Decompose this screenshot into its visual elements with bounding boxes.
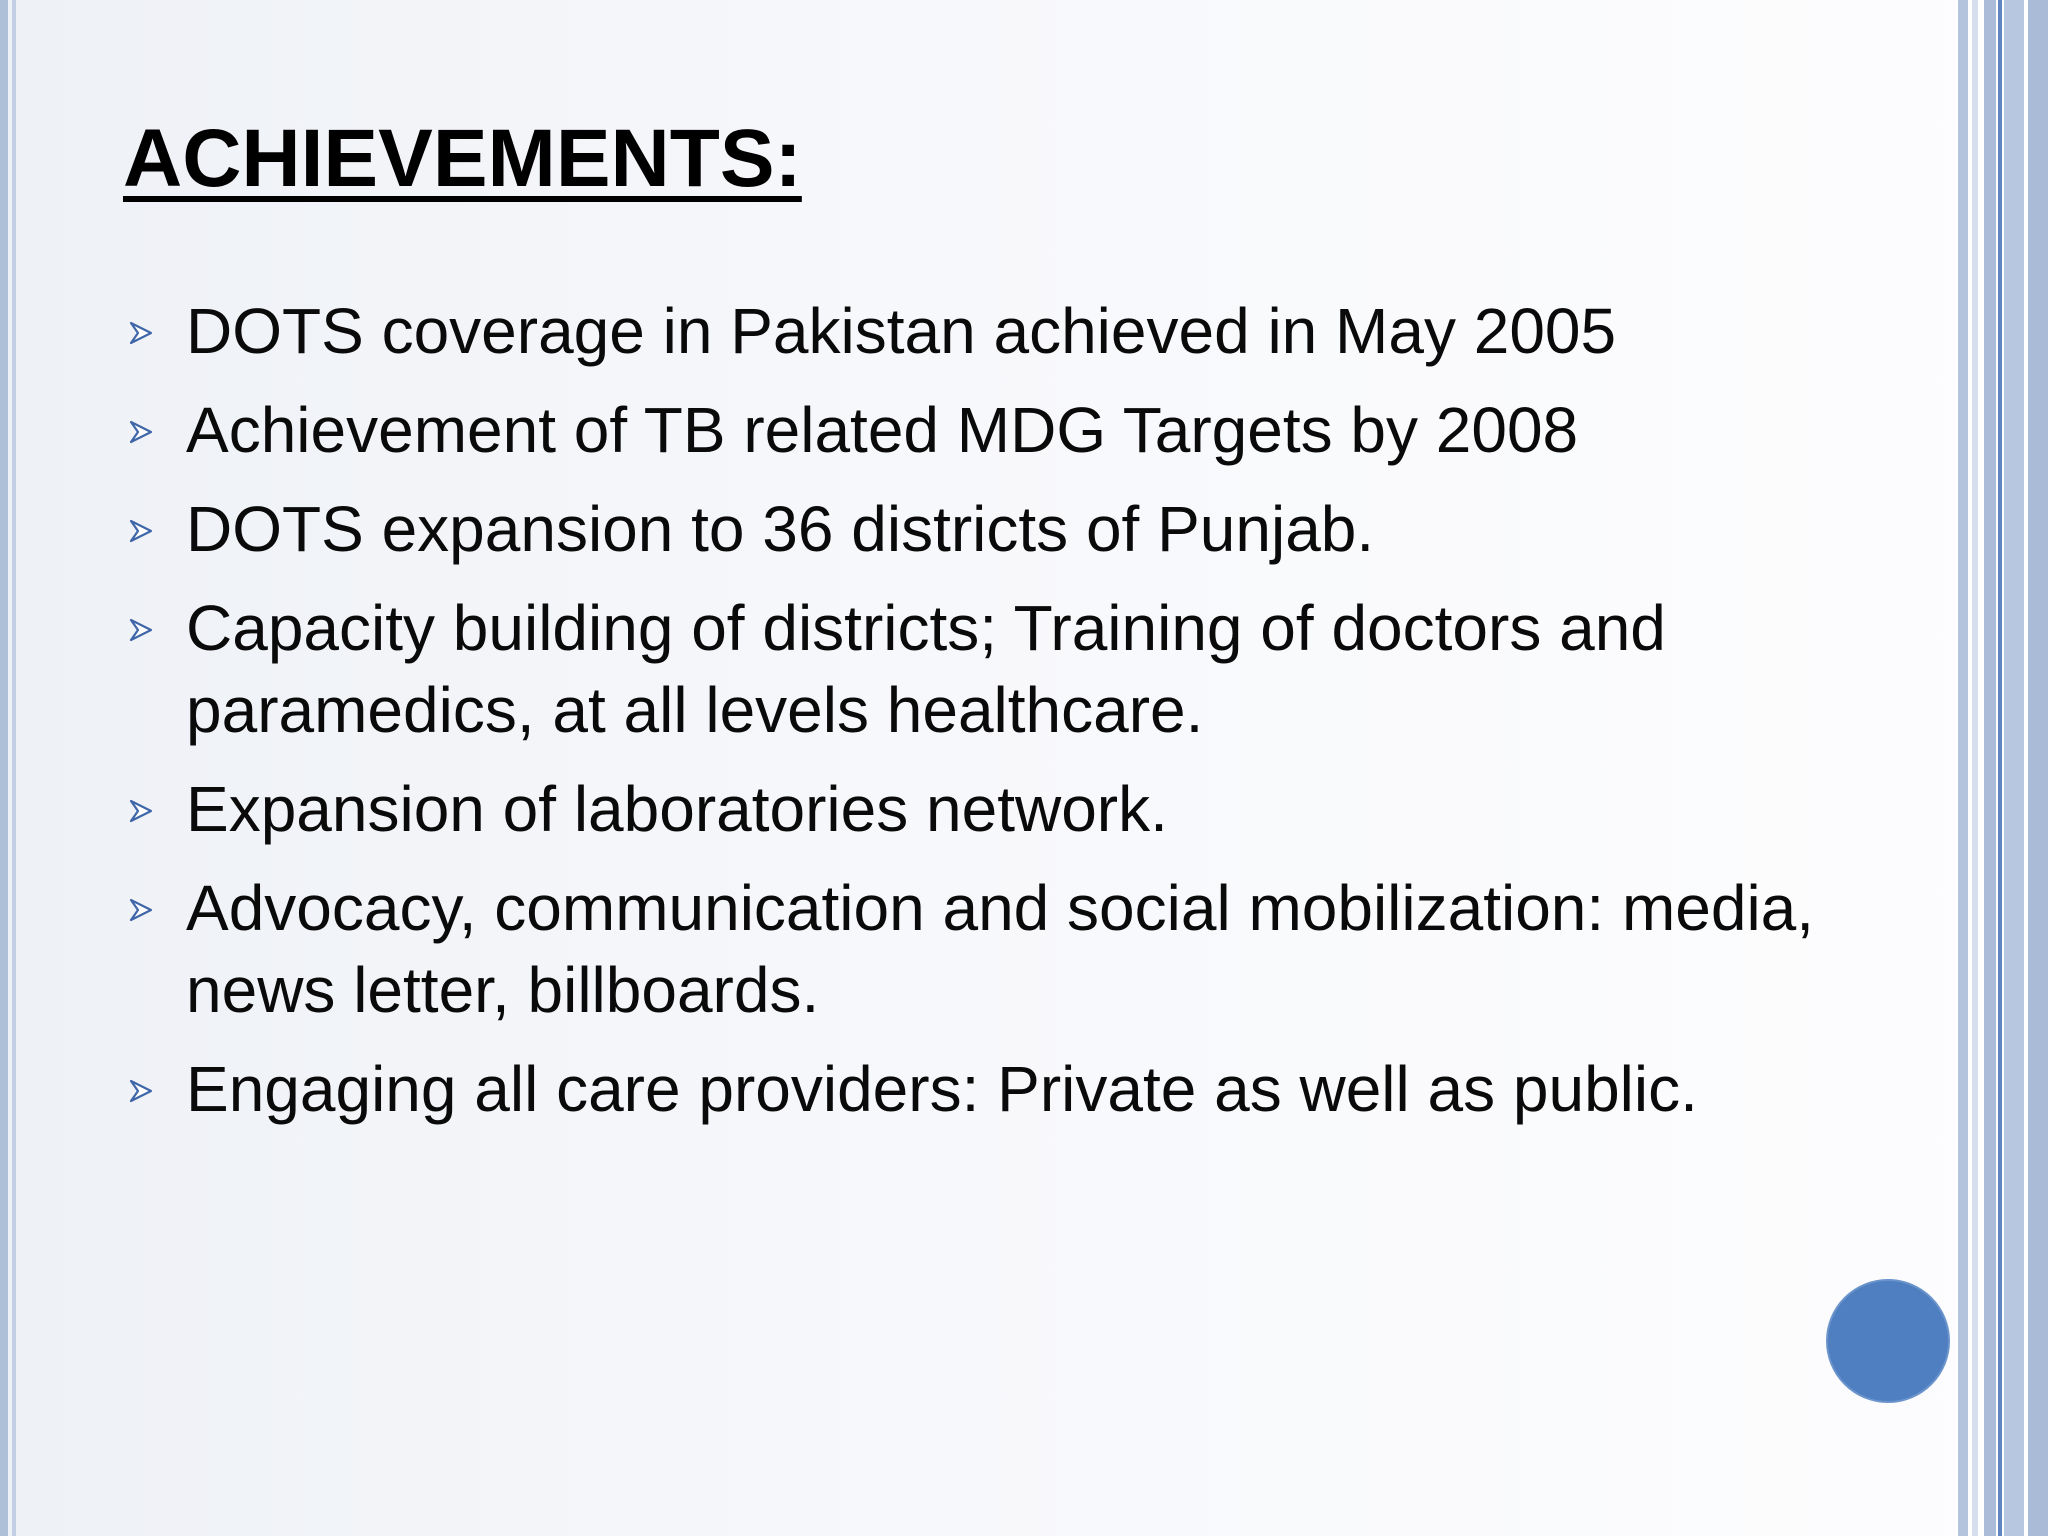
arrow-bullet-icon xyxy=(128,320,154,346)
right-frame-bar xyxy=(2004,0,2024,1536)
bullet-item xyxy=(120,768,1820,850)
bullet-text: Engaging all care providers: Private as well as public. xyxy=(186,1053,1698,1125)
bullet-text: DOTS coverage in Pakistan achieved in May 2005 xyxy=(186,295,1617,367)
bullet-text: DOTS expansion to 36 districts of Punjab. xyxy=(186,493,1375,565)
decorative-circle xyxy=(1826,1279,1950,1403)
bullet-item xyxy=(120,488,1820,570)
bullet-item xyxy=(120,1048,1820,1130)
arrow-bullet-icon xyxy=(128,617,154,643)
bullet-text: Expansion of laboratories network. xyxy=(186,773,1168,845)
bullet-item xyxy=(120,587,1820,751)
arrow-bullet-icon xyxy=(128,1078,154,1104)
right-frame-bar xyxy=(1972,0,1978,1536)
bullet-text: Achievement of TB related MDG Targets by 2008 xyxy=(186,394,1579,466)
left-frame-line-inner xyxy=(12,0,16,1536)
bullet-text: Capacity building of districts; Training of doctors and paramedics, at all levels healthcare. xyxy=(186,592,1666,746)
arrow-bullet-icon xyxy=(128,419,154,445)
bullet-list xyxy=(120,290,1820,1147)
bullet-item xyxy=(120,290,1820,372)
right-frame-accent-line xyxy=(1998,0,2002,1536)
right-frame-bar xyxy=(2028,0,2048,1536)
arrow-bullet-icon xyxy=(128,897,154,923)
right-frame-bar xyxy=(1958,0,1968,1536)
bullet-item xyxy=(120,867,1820,1031)
right-frame-bar xyxy=(1984,0,1996,1536)
slide-title: ACHIEVEMENTS: xyxy=(123,113,802,204)
arrow-bullet-icon xyxy=(128,518,154,544)
bullet-item xyxy=(120,389,1820,471)
bullet-text: Advocacy, communication and social mobilization: media, news letter, billboards. xyxy=(186,872,1815,1026)
arrow-bullet-icon xyxy=(128,798,154,824)
left-frame-line-outer xyxy=(0,0,8,1536)
